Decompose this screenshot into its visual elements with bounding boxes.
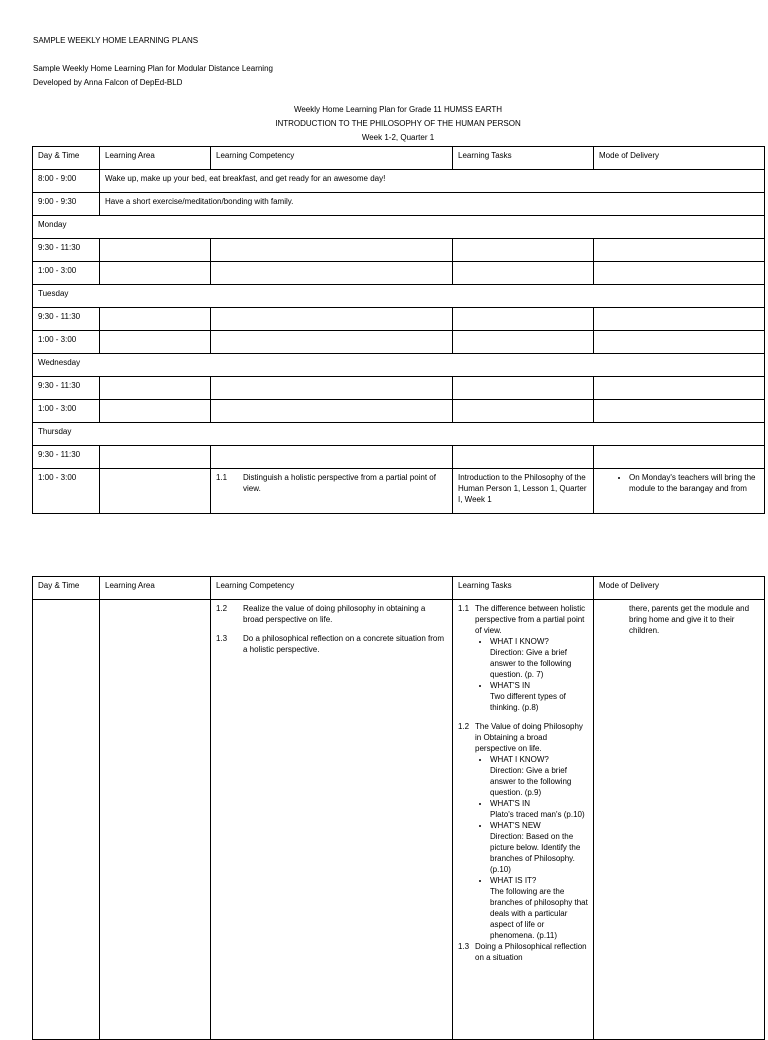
competency-cell — [211, 469, 453, 514]
time-cell: 9:00 - 9:30 — [33, 193, 100, 216]
document-subtitle: Sample Weekly Home Learning Plan for Modular Distance Learning — [33, 64, 273, 73]
task-number: 1.2 — [458, 722, 470, 731]
time-cell: 8:00 - 9:00 — [33, 170, 100, 193]
competency-text: Do a philosophical reflection on a concrete situation from a holistic perspective. — [243, 634, 444, 654]
table-header-row — [33, 147, 765, 170]
day-row-wednesday — [33, 354, 765, 377]
activity-cell: Have a short exercise/meditation/bonding with family. — [100, 193, 765, 216]
competency-number: 1.1 — [216, 473, 228, 482]
task-title: The Value of doing Philosophy in Obtaining a broad perspective on life. — [475, 722, 583, 753]
col-header-learning-competency: Learning Competency — [211, 577, 453, 600]
developer-credit: Developed by Anna Falcon of DepEd-BLD — [33, 78, 183, 87]
list-item: • WHAT I KNOW? Direction: Give a brief answer to the following question. (p. 7) — [490, 636, 588, 680]
competency-text: Distinguish a holistic perspective from a partial point of view. — [243, 473, 436, 493]
table-row — [33, 400, 765, 423]
time-cell: 1:00 - 3:00 — [33, 262, 100, 285]
learning-plan-table — [32, 146, 765, 514]
competency-number: 1.3 — [216, 634, 228, 643]
activity-cell: Wake up, make up your bed, eat breakfast, and get ready for an awesome day! — [100, 170, 765, 193]
task-title: Doing a Philosophical reflection on a situation — [475, 942, 587, 962]
competency-text: Realize the value of doing philosophy in obtaining a broad perspective on life. — [243, 604, 426, 624]
task-title: The difference between holistic perspective from a partial point of view. — [475, 604, 586, 635]
day-label: Wednesday — [33, 354, 765, 377]
table-row — [33, 331, 765, 354]
day-row-thursday — [33, 423, 765, 446]
col-header-day-time: Day & Time — [33, 577, 100, 600]
table-row — [33, 600, 765, 1040]
competency-cell — [211, 600, 453, 1040]
list-item: • WHAT'S IN Plato's traced man's (p.10) — [490, 798, 588, 820]
time-cell: 1:00 - 3:00 — [33, 331, 100, 354]
table-row — [33, 377, 765, 400]
table-row — [33, 262, 765, 285]
table-row — [33, 308, 765, 331]
col-header-mode-of-delivery: Mode of Delivery — [594, 147, 765, 170]
delivery-cell — [594, 600, 765, 1040]
course-title: INTRODUCTION TO THE PHILOSOPHY OF THE HUMAN PERSON — [275, 119, 521, 128]
task-cell: Introduction to the Philosophy of the Human Person 1, Lesson 1, Quarter I, Week 1 — [453, 469, 594, 514]
time-cell: 9:30 - 11:30 — [33, 308, 100, 331]
week-quarter: Week 1-2, Quarter 1 — [361, 133, 435, 142]
document-title: SAMPLE WEEKLY HOME LEARNING PLANS — [33, 36, 199, 45]
time-cell: 9:30 - 11:30 — [33, 239, 100, 262]
day-label: Thursday — [33, 423, 765, 446]
day-row-tuesday — [33, 285, 765, 308]
table-row — [33, 446, 765, 469]
task-number: 1.3 — [458, 942, 470, 951]
col-header-learning-tasks: Learning Tasks — [453, 147, 594, 170]
col-header-day-time: Day & Time — [33, 147, 100, 170]
list-item: • WHAT IS IT? The following are the branches of philosophy that deals with a particular aspect of life or phenomena. (p.11) — [490, 875, 588, 941]
col-header-learning-area: Learning Area — [100, 147, 211, 170]
col-header-mode-of-delivery: Mode of Delivery — [594, 577, 765, 600]
delivery-note: • On Monday's teachers will bring the module to the barangay and from — [629, 472, 759, 494]
table-row — [33, 193, 765, 216]
list-item: • WHAT'S NEW Direction: Based on the picture below. Identify the branches of Philosophy. (p.10) — [490, 820, 588, 875]
time-cell: 9:30 - 11:30 — [33, 377, 100, 400]
col-header-learning-tasks: Learning Tasks — [453, 577, 594, 600]
table-row — [33, 239, 765, 262]
delivery-note: there, parents get the module and bring home and give it to their children. — [629, 604, 750, 635]
time-cell: 1:00 - 3:00 — [33, 400, 100, 423]
day-label: Tuesday — [33, 285, 765, 308]
task-cell — [453, 600, 594, 1040]
list-item: • WHAT'S IN Two different types of thinking. (p.8) — [490, 680, 588, 713]
col-header-learning-competency: Learning Competency — [211, 147, 453, 170]
time-cell: 1:00 - 3:00 — [33, 469, 100, 514]
day-row-monday — [33, 216, 765, 239]
day-label: Monday — [33, 216, 765, 239]
table-row — [33, 170, 765, 193]
col-header-learning-area: Learning Area — [100, 577, 211, 600]
table-row — [33, 469, 765, 514]
plan-title: Weekly Home Learning Plan for Grade 11 HUMSS EARTH — [293, 105, 503, 114]
list-item: • WHAT I KNOW? Direction: Give a brief answer to the following question. (p.9) — [490, 754, 588, 798]
competency-number: 1.2 — [216, 604, 228, 613]
time-cell: 9:30 - 11:30 — [33, 446, 100, 469]
table-header-row — [33, 577, 765, 600]
delivery-cell — [594, 469, 765, 514]
task-number: 1.1 — [458, 604, 470, 613]
learning-plan-table-continued — [32, 576, 765, 1040]
